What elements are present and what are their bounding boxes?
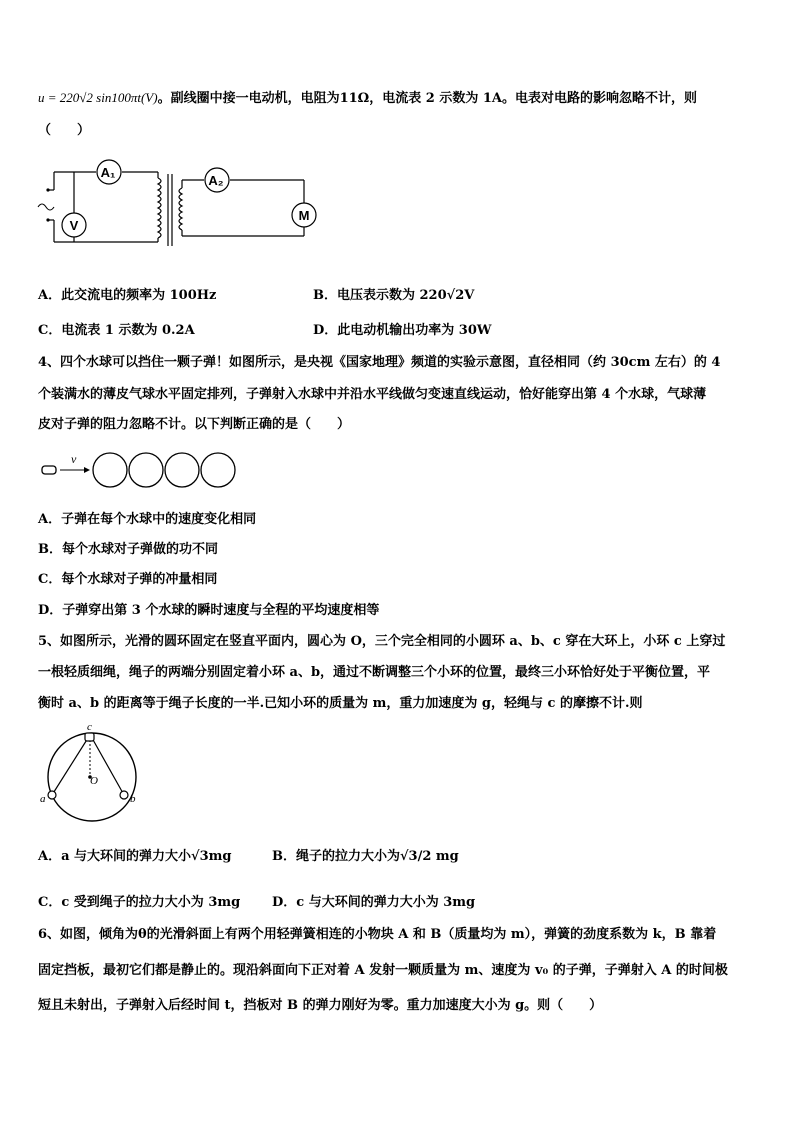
q3-option-b: B．电压表示数为 220√2V: [313, 288, 475, 303]
q3-voltage-formula: u = 220√2 sin100πt(V): [38, 90, 158, 105]
label-b: b: [130, 793, 136, 805]
q4-stem-line-3: 皮对子弹的阻力忽略不计。以下判断正确的是（ ）: [38, 417, 351, 432]
q4-option-b: B．每个水球对子弹做的功不同: [38, 542, 218, 557]
q3-option-a: A．此交流电的频率为 100Hz: [38, 288, 217, 303]
ring-b: [120, 791, 128, 799]
q3-option-c: C．电流表 1 示数为 0.2A: [38, 323, 195, 338]
label-c: c: [87, 721, 92, 733]
q3-option-d: D．此电动机输出功率为 30W: [313, 323, 492, 338]
q5-option-d: D．c 与大环间的弹力大小为 3mg: [272, 895, 476, 910]
q6-stem-line-1: 6、如图，倾角为θ的光滑斜面上有两个用轻弹簧相连的小物块 A 和 B（质量均为 m），弹簧的劲度系数为 k，B 靠着: [38, 927, 717, 942]
q3-stem-text: 。副线圈中接一电动机，电阻为11Ω，电流表 2 示数为 1A。电表对电路的影响忽略不计，则: [157, 91, 697, 106]
q4-stem-line-1: 4、四个水球可以挡住一颗子弹！如图所示，是央视《国家地理》频道的实验示意图，直径相同（约 30cm 左右）的 4: [38, 355, 721, 370]
motor-label: M: [298, 208, 310, 223]
q4-option-d: D．子弹穿出第 3 个水球的瞬时速度与全程的平均速度相等: [38, 603, 380, 618]
label-o: O: [90, 775, 98, 787]
label-a: a: [40, 793, 46, 805]
q6-stem-line-2: 固定挡板，最初它们都是静止的。现沿斜面向下正对着 A 发射一颗质量为 m、速度为 v₀ 的子弹，子弹射入 A 的时间极: [38, 963, 728, 978]
q5-option-b: B．绳子的拉力大小为√3/2 mg: [272, 849, 459, 864]
q4-water-balls-figure: [40, 451, 240, 491]
meter-v-label: V: [69, 218, 79, 233]
q5-stem-line-3: 衡时 a、b 的距离等于绳子长度的一半.已知小环的质量为 m，重力加速度为 g，轻绳与 c 的摩擦不计.则: [38, 696, 643, 711]
q3-answer-paren: （ ）: [38, 123, 91, 138]
meter-a2-label: A₂: [208, 173, 224, 188]
ring-a: [48, 791, 56, 799]
water-ball-2: [129, 453, 163, 487]
q3-stem-line: [38, 89, 697, 108]
meter-a1-label: A₁: [100, 165, 116, 180]
q4-stem-line-2: 个装满水的薄皮气球水平固定排列，子弹射入水球中并沿水平线做匀变速直线运动，恰好能穿出第 4 个水球，气球薄: [38, 387, 707, 402]
q5-stem-line-2: 一根轻质细绳，绳子的两端分别固定着小环 a、b，通过不断调整三个小环的位置，最终三小环恰好处于平衡位置，平: [38, 665, 711, 680]
q3-transformer-circuit-figure: [44, 160, 314, 250]
q5-ring-figure: [38, 721, 148, 829]
q4-option-a: A．子弹在每个水球中的速度变化相同: [38, 512, 257, 527]
q6-stem-line-3: 短且未射出，子弹射入后经时间 t，挡板对 B 的弹力刚好为零。重力加速度大小为 g。则（ ）: [38, 998, 603, 1013]
ring-c: [85, 733, 94, 741]
q5-option-a: A．a 与大环间的弹力大小√3mg: [38, 849, 232, 864]
q5-option-c: C．c 受到绳子的拉力大小为 3mg: [38, 895, 241, 910]
water-ball-3: [165, 453, 199, 487]
velocity-label: v: [71, 452, 77, 466]
water-ball-1: [93, 453, 127, 487]
water-ball-4: [201, 453, 235, 487]
q4-option-c: C．每个水球对子弹的冲量相同: [38, 572, 218, 587]
q5-stem-line-1: 5、如图所示，光滑的圆环固定在竖直平面内，圆心为 O，三个完全相同的小圆环 a、b、c 穿在大环上，小环 c 上穿过: [38, 634, 726, 649]
